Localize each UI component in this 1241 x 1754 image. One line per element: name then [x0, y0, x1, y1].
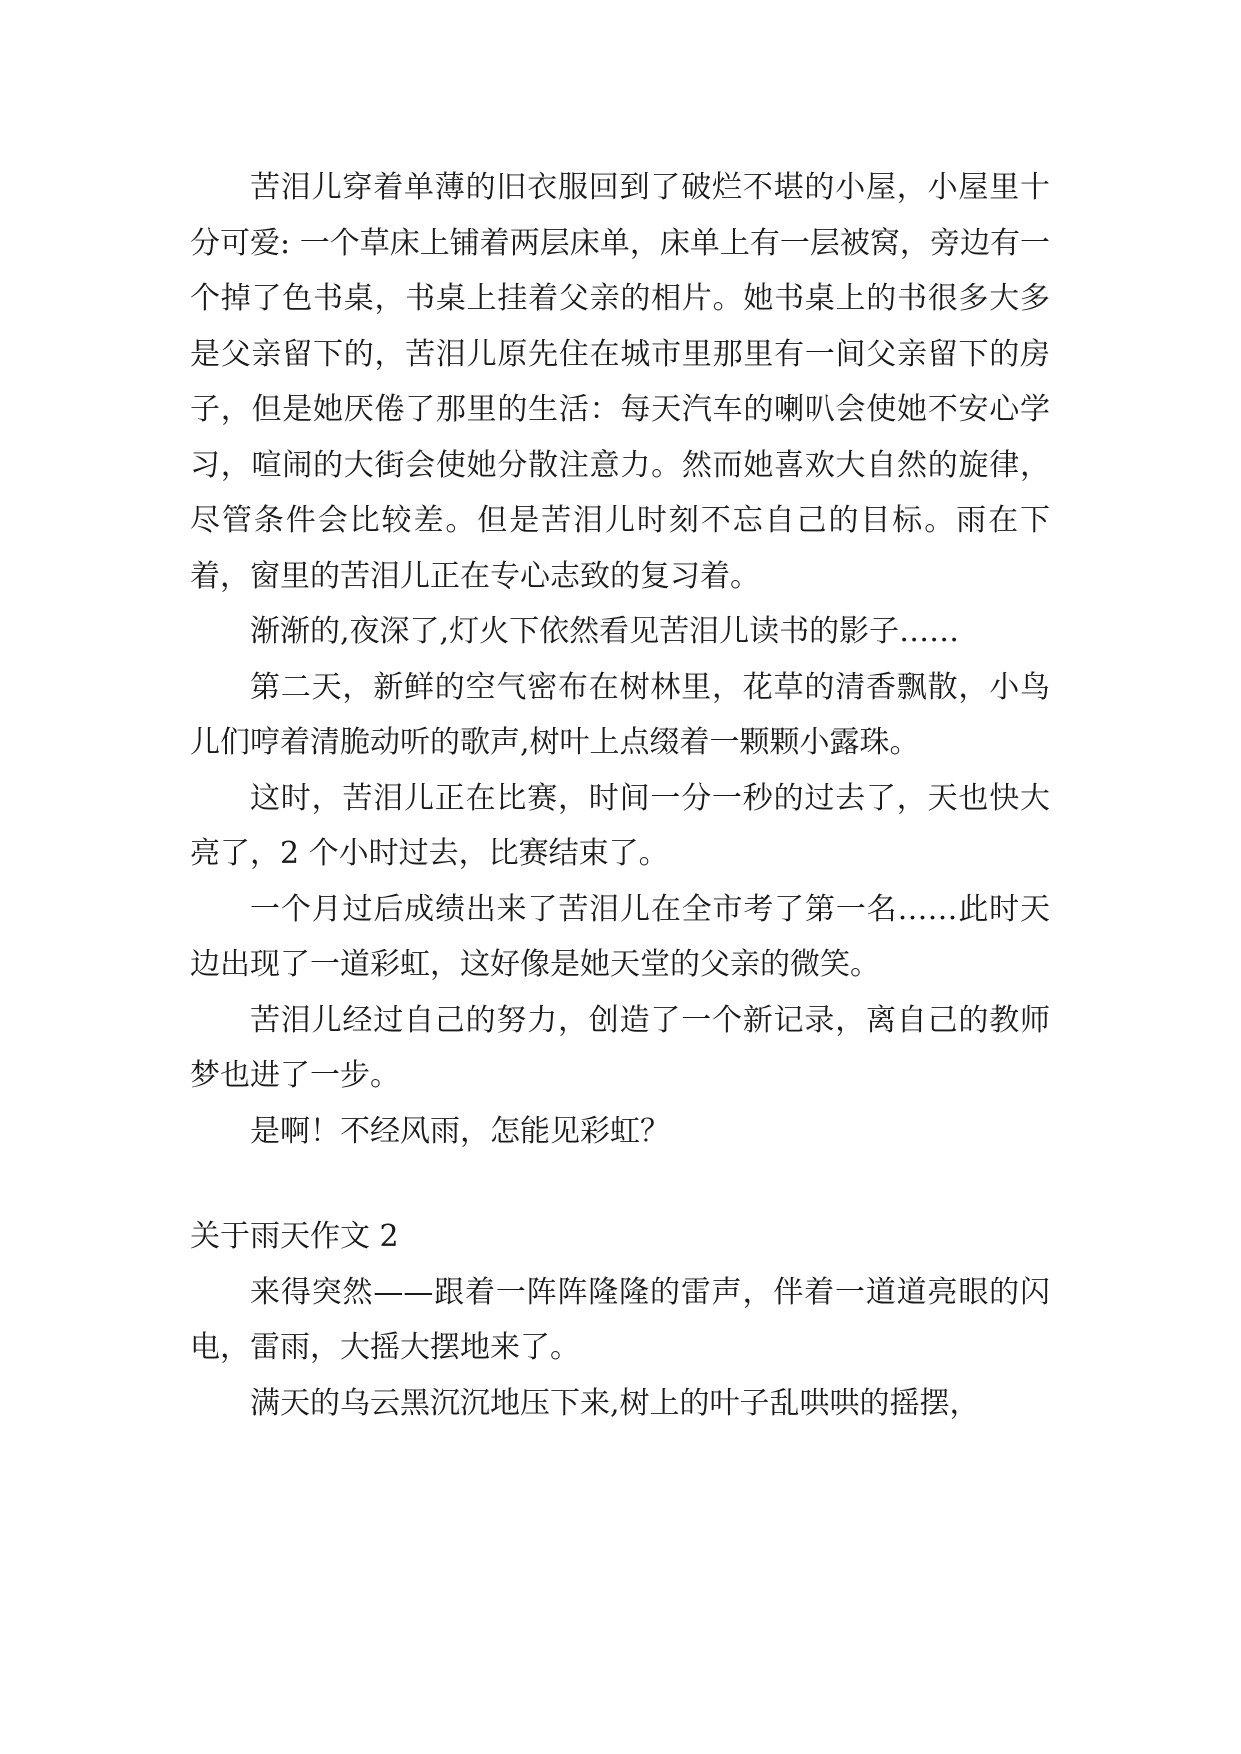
paragraph: 苦泪儿穿着单薄的旧衣服回到了破烂不堪的小屋，小屋里十分可爱: 一个草床上铺着两层床单，床单上有一层被窝，旁边有一个掉了色书桌，书桌上挂着父亲的相片。她书桌上的书很多大多是父亲留下的，苦泪儿原先住在城市里那里有一间父亲留下的房子，但是她厌倦了那里的生活：每天汽车的喇叭会使她不安心学习，喧闹的大街会使她分散注意力。然而她喜欢大自然的旋律，尽管条件会比较差。但是苦泪儿时刻不忘自己的目标。雨在下着，窗里的苦泪儿正在专心志致的复习着。 — [190, 170, 1050, 594]
paragraph: 第二天，新鲜的空气密布在树林里，花草的清香飘散，小鸟儿们哼着清脆动听的歌声,树叶上点缀着一颗颗小露珠。 — [190, 669, 1050, 760]
section-heading: 关于雨天作文 2 — [190, 1219, 399, 1254]
paragraph: 渐渐的,夜深了,灯火下依然看见苦泪儿读书的影子…… — [250, 614, 960, 649]
paragraph: 这时，苦泪儿正在比赛，时间一分一秒的过去了，天也快大亮了，2 个小时过去，比赛结束了。 — [190, 780, 1050, 871]
paragraph: 苦泪儿经过自己的努力，创造了一个新记录，离自己的教师梦也进了一步。 — [190, 1002, 1050, 1093]
paragraph: 满天的乌云黑沉沉地压下来,树上的叶子乱哄哄的摇摆， — [250, 1385, 980, 1421]
paragraph: 一个月过后成绩出来了苦泪儿在全市考了第一名……此时天边出现了一道彩虹，这好像是她天堂的父亲的微笑。 — [190, 891, 1050, 982]
document-body — [190, 160, 1050, 1431]
paragraph: 来得突然——跟着一阵阵隆隆的雷声，伴着一道道亮眼的闪电，雷雨，大摇大摆地来了。 — [190, 1274, 1050, 1365]
paragraph: 是啊！不经风雨，怎能见彩虹？ — [250, 1113, 670, 1149]
